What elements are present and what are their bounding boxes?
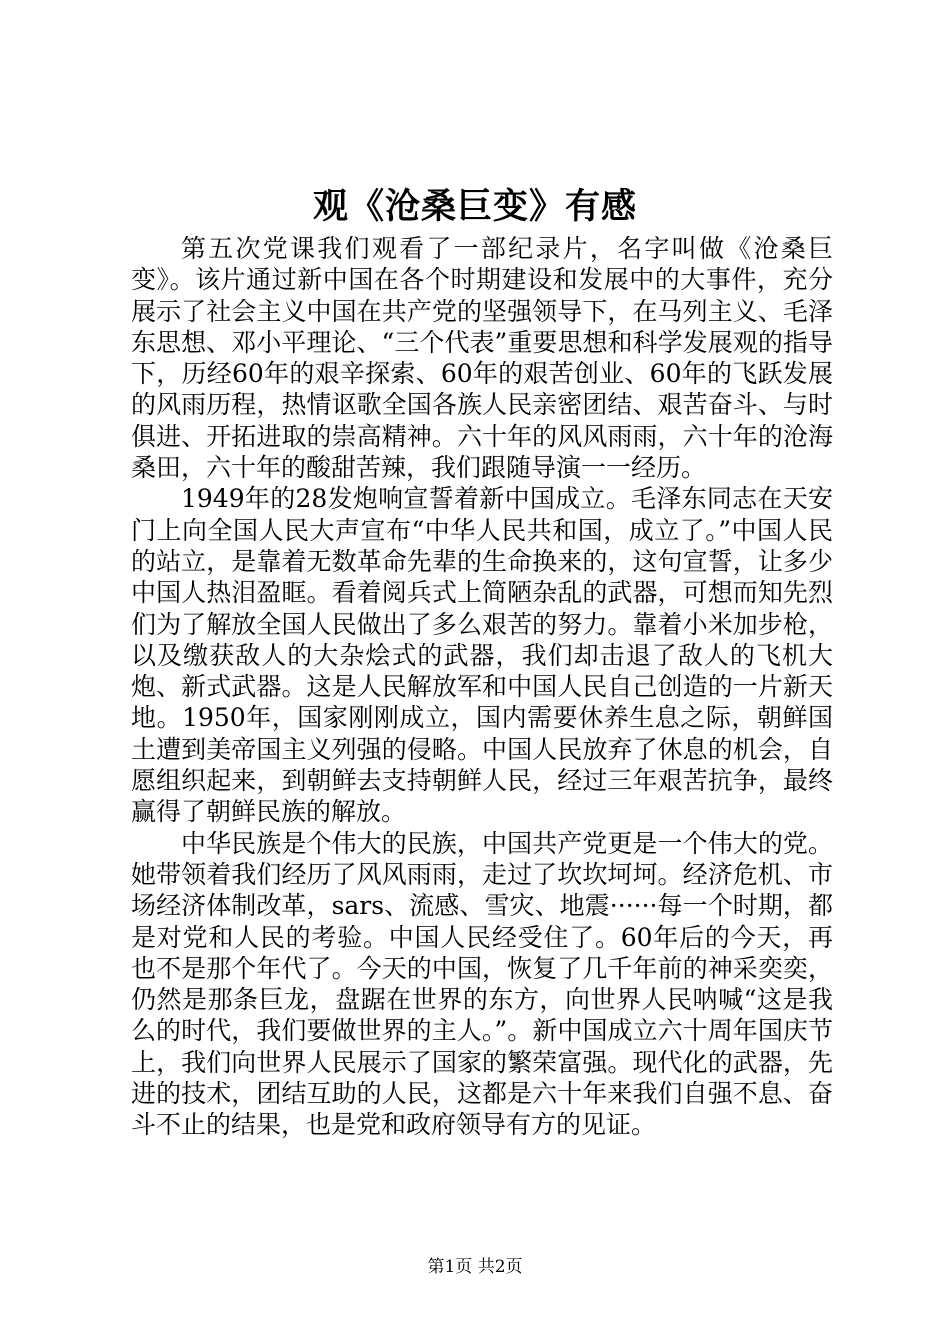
page-number-indicator: 第1页 共2页 bbox=[427, 1257, 523, 1277]
paragraph-1949: 1949年的28发炮响宣誓着新中国成立。毛泽东同志在天安门上向全国人民大声宣布“中华人民共和国，成立了。”中国人民的站立，是靠着无数革命先辈的生命换来的，这句宣誓，让多少中国人热泪盈眶。看着阅兵式上简陋杂乱的武器，可想而知先烈们为了解放全国人民做出了多么艰苦的努力。靠着小米加步枪，以及缴获敌人的大杂烩式的武器，我们却击退了敌人的飞机大炮、新式武器。这是人民解放军和中国人民自己创造的一片新天地。1950年，国家刚刚成立，国内需要休养生息之际，朝鲜国土遭到美帝国主义列强的侵略。中国人民放弃了休息的机会，自愿组织起来，到朝鲜去支持朝鲜人民，经过三年艰苦抗争，最终赢得了朝鲜民族的解放。 bbox=[131, 484, 833, 827]
paragraph-chinese-nation: 中华民族是个伟大的民族，中国共产党更是一个伟大的党。她带领着我们经历了风风雨雨，走过了坎坎坷坷。经济危机、市场经济体制改革，sars、流感、雪灾、地震······每一个时期，都是对党和人民的考验。中国人民经受住了。60年后的今天，再也不是那个年代了。今天的中国，恢复了几千年前的神采奕奕，仍然是那条巨龙，盘踞在世界的东方，向世界人民呐喊“这是我么的时代，我们要做世界的主人。”。新中国成立六十周年国庆节上，我们向世界人民展示了国家的繁荣富强。现代化的武器，先进的技术，团结互助的人民，这都是六十年来我们自强不息、奋斗不止的结果，也是党和政府领导有方的见证。 bbox=[131, 828, 833, 1140]
document-title: 观《沧桑巨变》有感 bbox=[312, 186, 637, 227]
document-body bbox=[131, 233, 833, 1141]
page-footer bbox=[0, 1256, 950, 1278]
paragraph-intro: 第五次党课我们观看了一部纪录片，名字叫做《沧桑巨变》。该片通过新中国在各个时期建设和发展中的大事件，充分展示了社会主义中国在共产党的坚强领导下，在马列主义、毛泽东思想、邓小平理论、“三个代表”重要思想和科学发展观的指导下，历经60年的艰辛探索、60年的艰苦创业、60年的飞跃发展的风雨历程，热情讴歌全国各族人民亲密团结、艰苦奋斗、与时俱进、开拓进取的崇高精神。六十年的风风雨雨，六十年的沧海桑田，六十年的酸甜苦辣，我们跟随导演一一经历。 bbox=[131, 234, 833, 483]
